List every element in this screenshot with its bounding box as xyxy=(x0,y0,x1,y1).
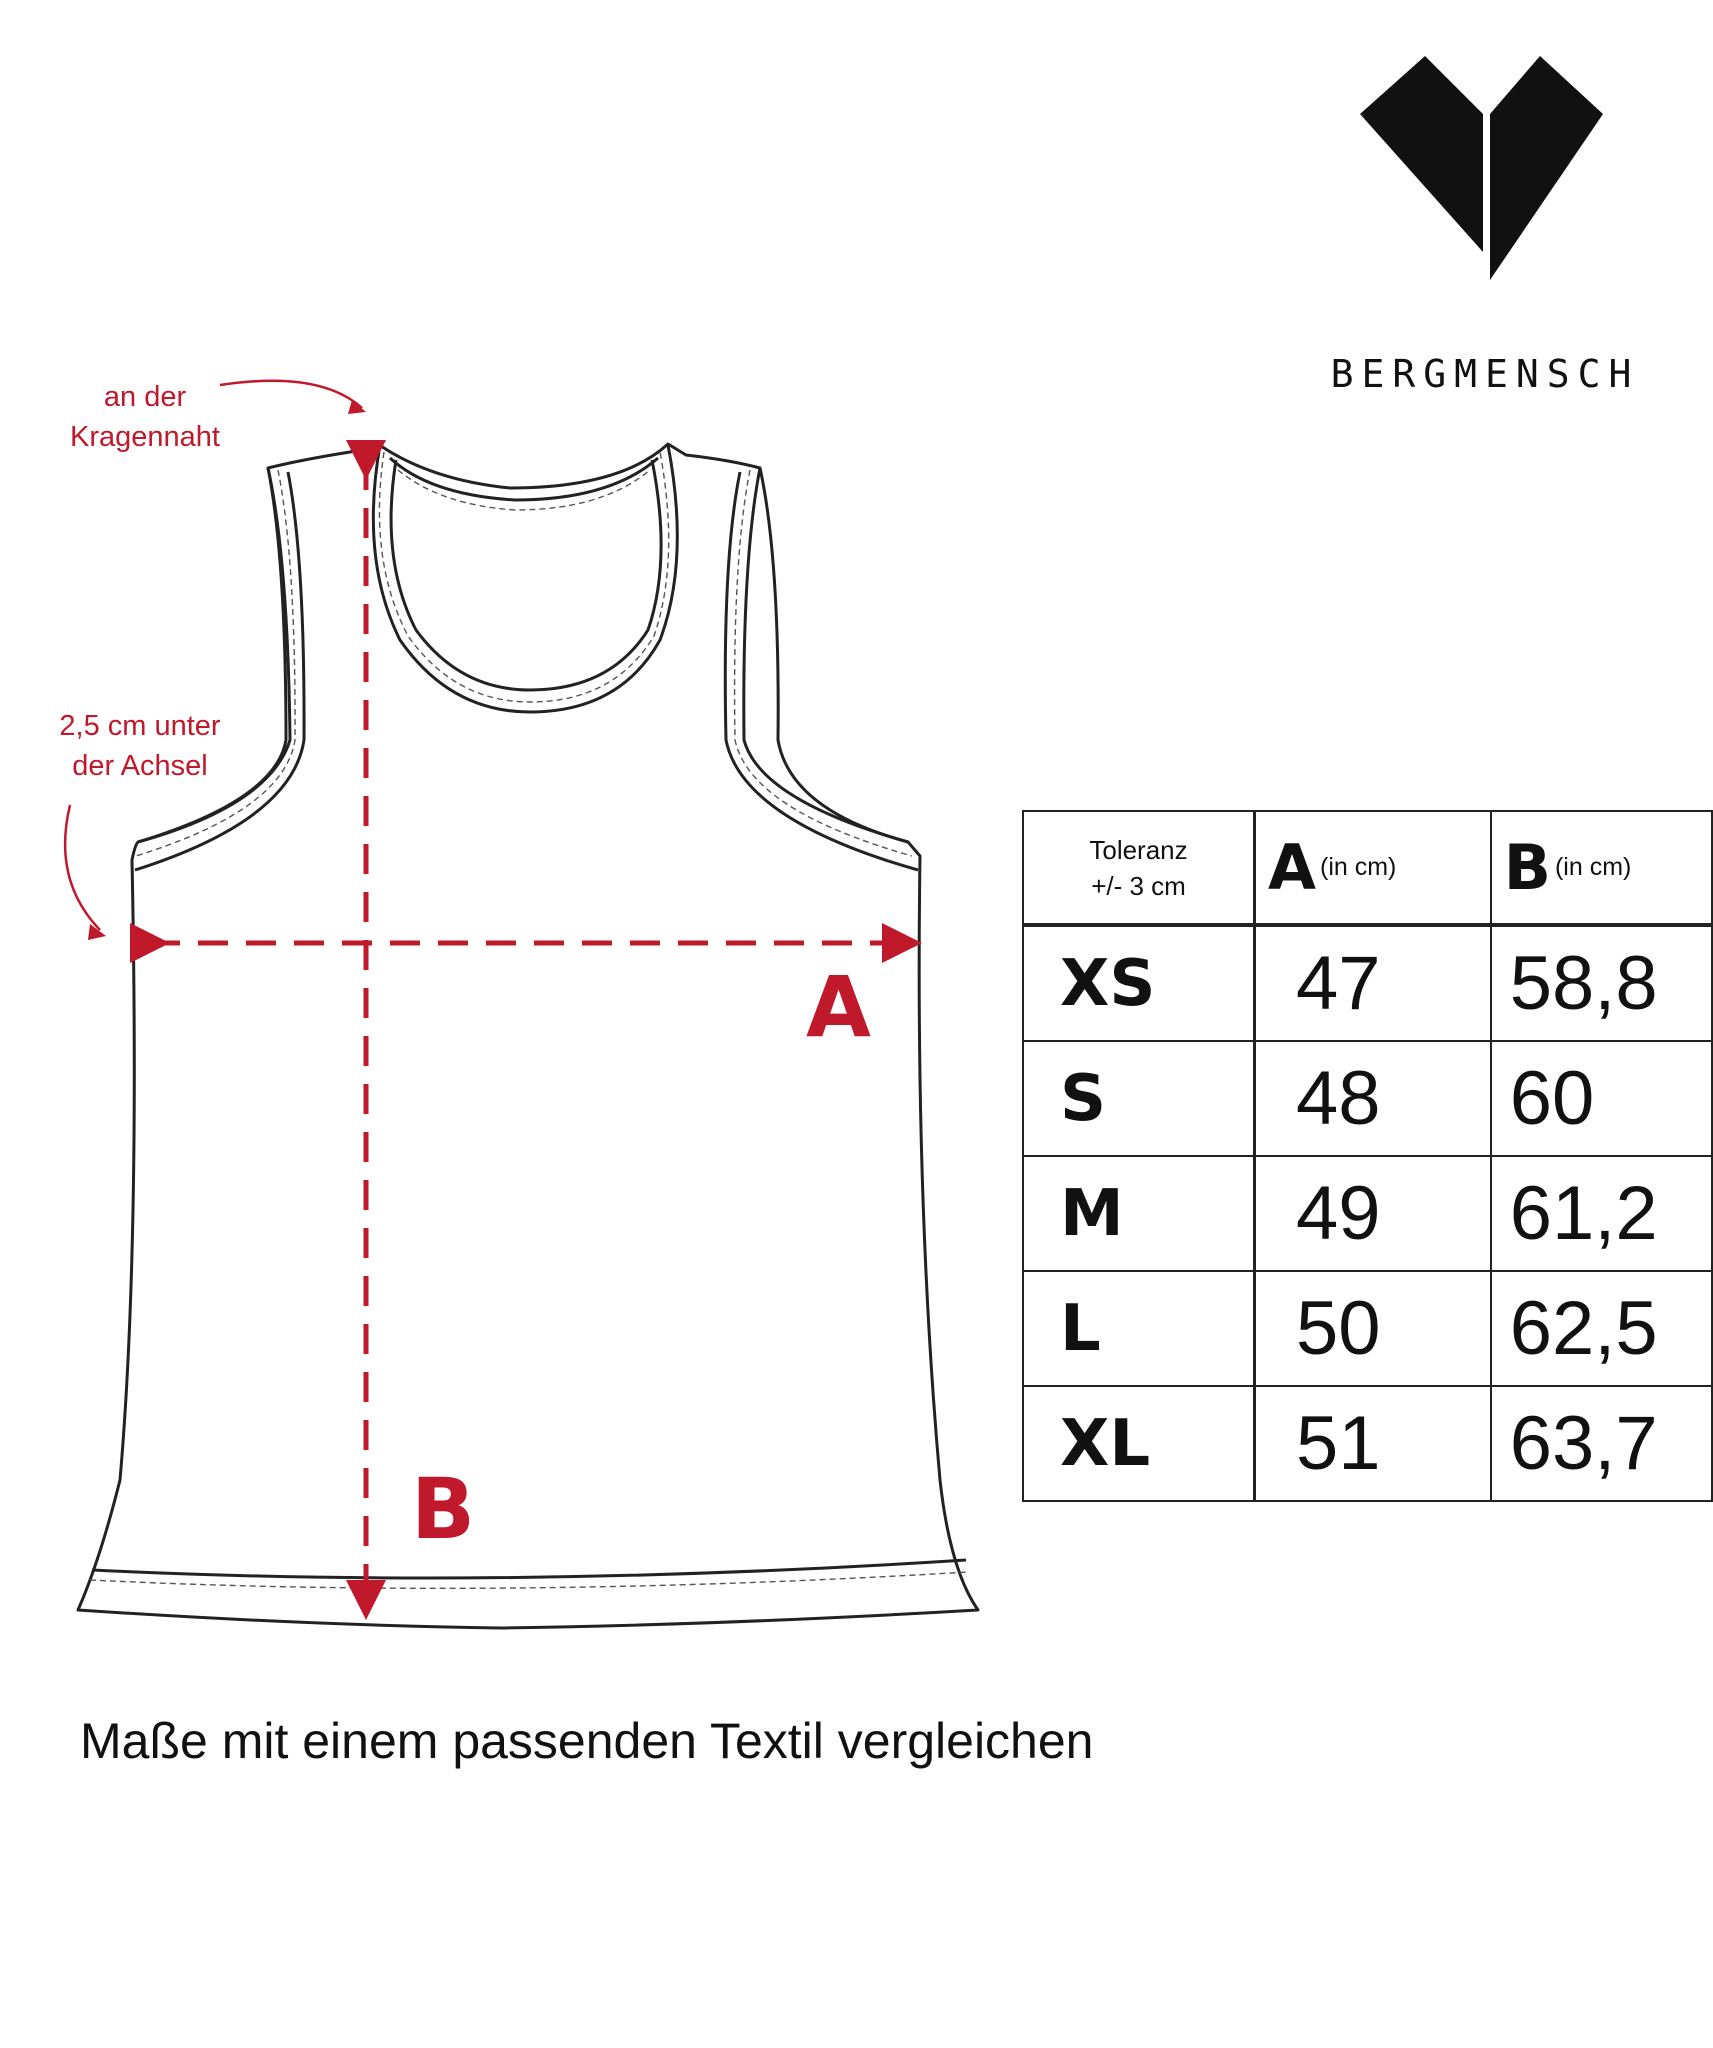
size-cell: S xyxy=(1023,1041,1255,1156)
col-a-header xyxy=(1255,811,1491,925)
b-value-cell: 62,5 xyxy=(1491,1271,1712,1386)
col-b-letter: B xyxy=(1503,831,1551,904)
armpit-pointer-arrow xyxy=(65,805,100,930)
measure-b-label: B xyxy=(411,1460,476,1558)
size-cell: XS xyxy=(1023,925,1255,1041)
footer-note: Maße mit einem passenden Textil vergleichen xyxy=(80,1713,1094,1769)
tolerance-line-1: Toleranz xyxy=(1089,834,1188,865)
b-value-cell: 63,7 xyxy=(1491,1386,1712,1501)
col-b-unit: (in cm) xyxy=(1554,853,1632,881)
b-value-cell: 58,8 xyxy=(1491,925,1712,1041)
size-cell: M xyxy=(1023,1156,1255,1271)
armpit-annotation-line-1: 2,5 cm unter xyxy=(59,710,221,742)
b-value-cell: 60 xyxy=(1491,1041,1712,1156)
a-value-cell: 47 xyxy=(1255,925,1491,1041)
table-row xyxy=(1023,1386,1712,1501)
collar-pointer-arrow xyxy=(220,381,362,408)
tolerance-line-2: +/- 3 cm xyxy=(1091,870,1186,901)
tolerance-cell xyxy=(1023,811,1255,925)
col-a-unit: (in cm) xyxy=(1320,853,1397,881)
collar-pointer-arrowhead xyxy=(348,400,366,414)
table-row xyxy=(1023,1041,1712,1156)
size-cell: L xyxy=(1023,1271,1255,1386)
table-row xyxy=(1023,1271,1712,1386)
size-cell: XL xyxy=(1023,1386,1255,1501)
b-value-cell: 61,2 xyxy=(1491,1156,1712,1271)
collar-annotation-line-1: an der xyxy=(103,381,187,413)
table-row xyxy=(1023,1156,1712,1271)
size-table-header xyxy=(1023,811,1712,925)
col-b-header xyxy=(1491,811,1712,925)
collar-annotation-line-2: Kragennaht xyxy=(70,421,220,453)
col-a-letter: A xyxy=(1268,831,1316,904)
a-value-cell: 49 xyxy=(1255,1156,1491,1271)
brand-wordmark: BERGMENSCH xyxy=(1330,352,1640,396)
a-value-cell: 50 xyxy=(1255,1271,1491,1386)
armpit-annotation-line-2: der Achsel xyxy=(72,750,208,782)
size-table xyxy=(1022,810,1713,1502)
a-value-cell: 48 xyxy=(1255,1041,1491,1156)
measure-a-label: A xyxy=(806,958,872,1056)
table-row xyxy=(1023,925,1712,1041)
a-value-cell: 51 xyxy=(1255,1386,1491,1501)
